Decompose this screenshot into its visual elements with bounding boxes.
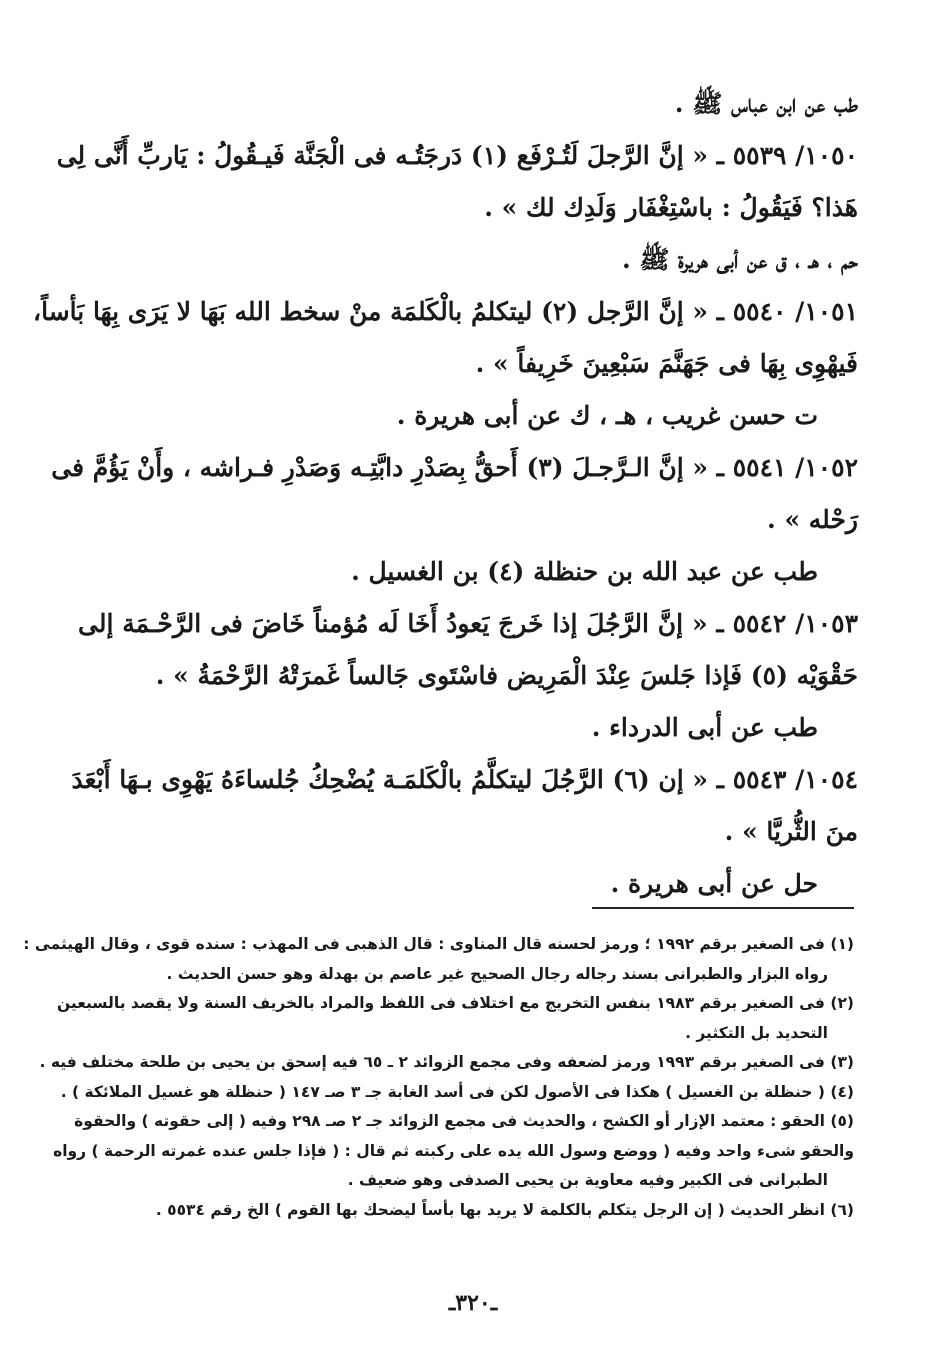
page-number: ـ٣٢٠ـ bbox=[448, 1290, 498, 1316]
source-line: حل عن أبى هريرة . bbox=[610, 869, 818, 898]
source-line: طب عن أبى الدرداء . bbox=[591, 713, 818, 742]
hadith-1053: ١٠٥٣/ ٥٥٤٢ ـ « إنَّ الرَّجُلَ إذا خَرجَ يَعودُ أَخَا لَه مُؤمناً خَاضَ فى الرَّحْـمَة إلى bbox=[78, 609, 859, 638]
hadith-1050: ١٠٥٠/ ٥٥٣٩ ـ « إنَّ الرَّجلَ لَتُـرْفَع (١) دَرجَتُـه فى الْجَنَّة فَيـقُولُ : يَاربِّ أَنَّى لِى bbox=[56, 141, 858, 170]
hadith-1052: ١٠٥٢/ ٥٥٤١ ـ « إنَّ الـرَّجـلَ (٣) أَحقُّ بِصَدْرِ دابَّتِـه وَصَدْرِ فـراشه ، وأَنْ يَؤُمَّ فى bbox=[51, 453, 858, 482]
text-line: حَقْوَيْه (٥) فَإذا جَلسَ عِنْدَ الْمَرِيض فاسْتَوى جَالساً غَمرَتْهُ الرَّحْمَةُ » . bbox=[155, 661, 858, 690]
footnote-4: (٤) ( حنظلة بن الغسيل ) هكذا فى الأصول لكن فى أسد الغابة جـ ٣ صـ ١٤٧ ( حنظلة هو غسيل الملائكة ) . bbox=[60, 1082, 854, 1101]
footnote-5-cont: والحقو شىء واحد وفيه ( ووضع وسول الله يده على ركبته ثم قال : ( فإذا جلس عنده غمرته الرحمة ) رواه bbox=[53, 1141, 854, 1160]
source-line: طب عن عبد الله بن حنظلة (٤) بن الغسيل . bbox=[351, 557, 818, 586]
source-line: حم ، هـ ، ق عن أبى هريرة ﷺ . bbox=[622, 245, 858, 274]
text-line: رَحْله » . bbox=[767, 505, 858, 534]
main-text bbox=[33, 78, 859, 910]
footnotes bbox=[23, 930, 854, 1225]
text-line: هَذا؟ فَيَقُولُ : باسْتِغْفَار وَلَدِك لك » . bbox=[484, 193, 858, 222]
hadith-1051: ١٠٥١/ ٥٥٤٠ ـ « إنَّ الرَّجل (٢) ليتكلمُ بالْكَلمَة منْ سخط الله بَهَا لا يَرَى بِهَا بَأساً، bbox=[33, 297, 858, 326]
footnote-2-cont: التحديد بل التكثير . bbox=[685, 1023, 828, 1042]
source-line: ت حسن غريب ، هـ ، ك عن أبى هريرة . bbox=[396, 401, 818, 430]
hadith-1054: ١٠٥٤/ ٥٥٤٣ ـ « إن (٦) الرَّجُلَ ليتكلَّمُ بالْكَلمَـة يُضْحِكُ جُلساءَهُ يَهْوِى بـهَا أَبْعَدَ bbox=[71, 765, 858, 794]
footnote-1: (١) فى الصغير برقم ١٩٩٢ ؛ ورمز لحسنه قال المناوى : قال الذهبى فى المهذب : سنده قوى ، وقال الهيثمى : bbox=[23, 935, 854, 953]
text-line: فَيهْوِى بِهَا فى جَهَنَّمَ سَبْعِينَ خَرِيفاً » . bbox=[475, 349, 858, 378]
text-line: طب عن ابن عباس ﷺ . bbox=[674, 89, 858, 118]
footnote-separator bbox=[592, 907, 854, 909]
footnote-5: (٥) الحقو : معتمد الإزار أو الكشح ، والحديث فى مجمع الزوائد جـ ٢ صـ ٢٩٨ وفيه ( إلى حقوته ) والحقوة bbox=[74, 1112, 854, 1130]
footnote-3: (٣) فى الصغير برقم ١٩٩٣ ورمز لضعفه وفى مجمع الزوائد ٢ ـ ٦٥ فيه إسحق بن يحيى بن طلحة مختلف فيه . bbox=[39, 1053, 854, 1071]
text-line: منَ الثُّريَّا » . bbox=[724, 817, 858, 846]
footnote-5-cont: الطبرانى فى الكبير وفيه معاوية بن يحيى الصدفى وهو ضعيف . bbox=[347, 1171, 828, 1189]
footnote-2: (٢) فى الصغير برقم ١٩٨٣ بنفس التخريج مع اختلاف فى اللفظ والمراد بالخريف السنة ولا يقصد بالسبعين bbox=[56, 994, 854, 1012]
footnote-1-cont: رواه البزار والطبرانى بسند رجاله رجال الصحيح غير عاصم بن بهدلة وهو حسن الحديث . bbox=[166, 964, 828, 983]
footnote-6: (٦) انظر الحديث ( إن الرجل يتكلم بالكلمة لا يريد بها بأساً ليضحك بها القوم ) الخ رقم ٥٥٣٤ . bbox=[155, 1200, 854, 1219]
